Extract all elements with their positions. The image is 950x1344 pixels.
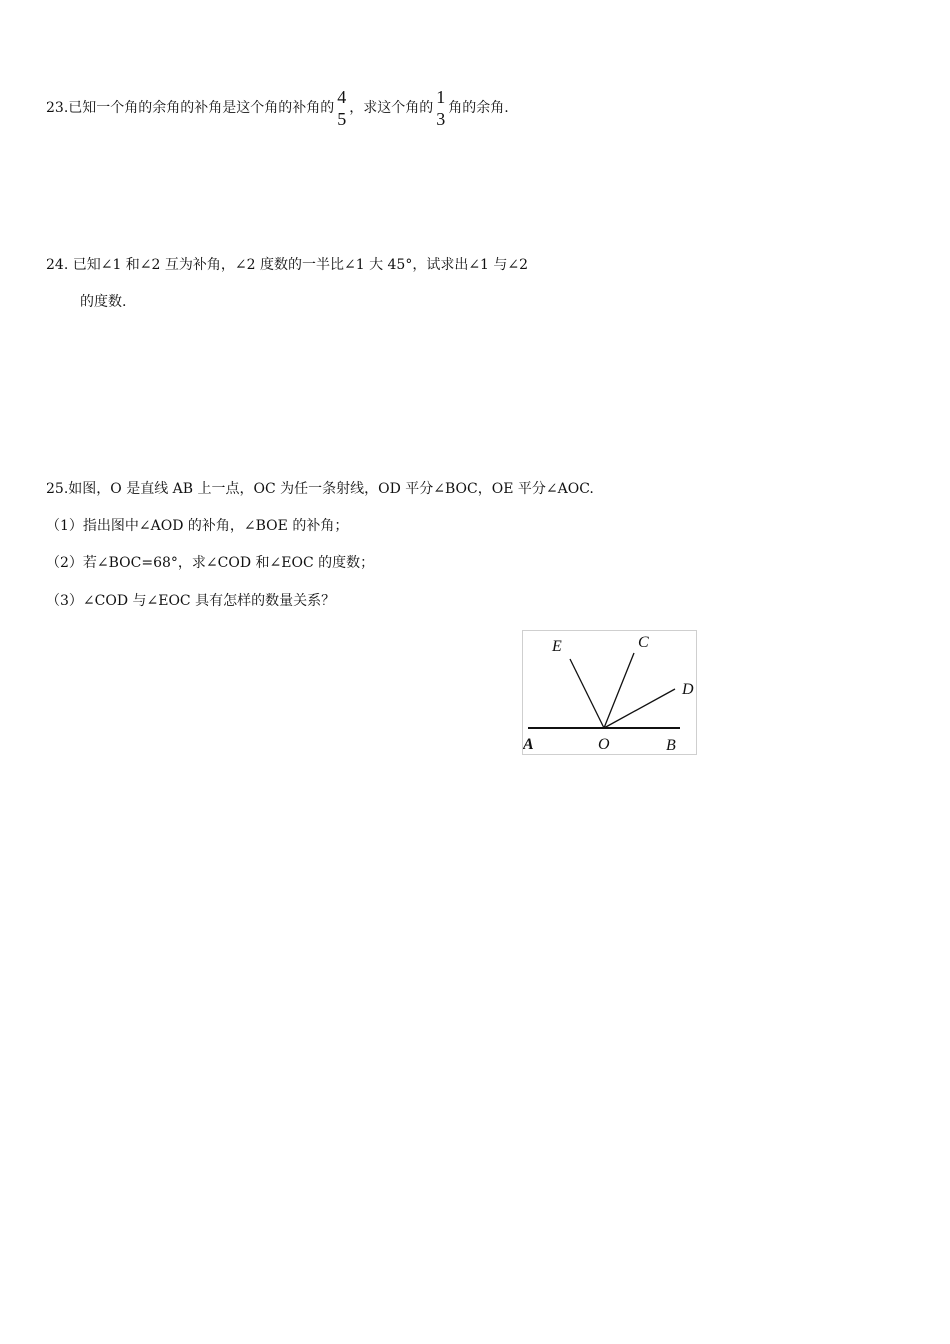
question-25-part-1: （1）指出图中∠AOD 的补角，∠BOE 的补角； [46, 518, 349, 534]
fraction-four-fifths [337, 86, 346, 130]
ray-oc [604, 653, 634, 728]
label-a: A [523, 736, 534, 753]
fraction-denominator: 3 [436, 109, 446, 129]
geometry-figure [522, 630, 697, 755]
fraction-denominator: 5 [337, 109, 347, 129]
question-text: 已知一个角的余角的补角是这个角的补角的 [68, 100, 335, 116]
ray-oe [570, 659, 604, 728]
label-b: B [666, 737, 676, 754]
question-25-part-2: （2）若∠BOC=68°，求∠COD 和∠EOC 的度数； [46, 555, 375, 571]
question-25-intro: 25.如图，O 是直线 AB 上一点，OC 为任一条射线，OD 平分∠BOC，OE 平分∠AOC. [46, 481, 594, 497]
question-24-line-1: 24. 已知∠1 和∠2 互为补角，∠2 度数的一半比∠1 大 45°，试求出∠1 与∠2 [46, 257, 529, 273]
fraction-one-third [436, 86, 445, 130]
question-24-line-2: 的度数. [80, 294, 127, 310]
label-d: D [682, 681, 694, 698]
label-e: E [552, 638, 562, 655]
ray-od [604, 689, 675, 728]
question-text: ，求这个角的 [349, 100, 434, 116]
fraction-numerator: 1 [436, 87, 446, 107]
question-25-part-3: （3）∠COD 与∠EOC 具有怎样的数量关系？ [46, 593, 336, 609]
question-text: 角的余角. [448, 100, 509, 116]
question-number: 23. [46, 100, 69, 116]
label-c: C [638, 634, 649, 651]
label-o: O [598, 736, 610, 753]
question-23 [46, 86, 509, 130]
fraction-numerator: 4 [337, 87, 347, 107]
angle-diagram [523, 631, 696, 754]
